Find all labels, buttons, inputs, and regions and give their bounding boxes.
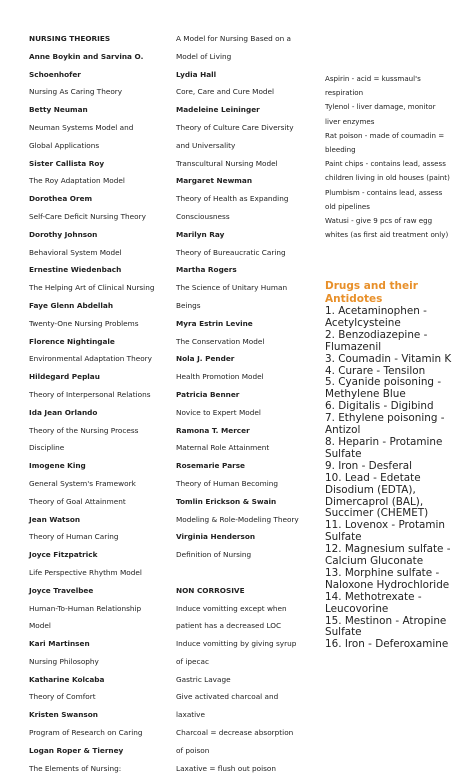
drug-line: 14. Methotrexate - [325,590,422,603]
drug-line: 5. Cyanide poisoning - [325,376,442,389]
column-line: Transcultural Nursing Model [176,158,278,168]
drug-line: Acetylcysteine [325,316,401,329]
note-line: Rat poison - made of coumadin = [325,130,445,140]
column-line: Nursing Philosophy [29,656,99,666]
column-line: laxative [176,710,205,720]
column-line: Dorothy Johnson [29,229,98,239]
note-line: whites (as first aid treatment only) [325,230,449,240]
column-line: Neuman Systems Model and [29,122,134,132]
column-line: The Elements of Nursing: [29,763,122,773]
column-line: Model of Living [176,51,232,61]
note-line: Aspirin - acid = kussmaul's [325,74,421,83]
drug-line: Succimer (CHEMET) [325,507,429,520]
column-line: Joyce Travelbee [29,585,94,595]
drug-line: 15. Mestinon - Atropine [325,614,447,627]
column-line: Anne Boykin and Sarvina O. [29,51,144,61]
column-line: Dorothea Orem [29,194,93,204]
column-line: Hildegard Peplau [29,372,100,382]
column-line: Self-Care Deficit Nursing Theory [29,211,146,221]
column-line: Katharine Kolcaba [29,674,105,684]
column-line: NON CORROSIVE [176,585,245,595]
note-line: old pipelines [325,201,370,211]
column-line: Novice to Expert Model [176,407,261,417]
column-line: Madeleine Leininger [176,105,260,115]
column-line: General System's Framework [29,478,136,488]
column-line: of ipecac [176,656,209,666]
drug-line: Dimercaprol (BAL), [325,495,424,508]
column-line: NURSING THEORIES [29,34,111,43]
column-line: The Roy Adaptation Model [29,176,125,186]
note-line: liver enzymes [325,116,375,126]
drug-line: 7. Ethylene poisoning - [325,412,445,425]
drug-line: 6. Digitalis - Digibind [325,400,434,413]
poison-notes-column [325,72,450,242]
drug-line: Leucovorine [325,602,389,615]
column-line: Modeling & Role-Modeling Theory [176,514,299,524]
column-line: Twenty-One Nursing Problems [29,318,139,328]
column-line: Martha Rogers [176,265,237,275]
column-line: Myra Estrin Levine [176,318,253,328]
column-line: Maternal Role Attainment [176,443,270,453]
column-line: Model [29,621,51,631]
drug-line: 3. Coumadin - Vitamin K [325,352,452,365]
column-line: A Model for Nursing Based on a [176,34,291,43]
drug-line: 16. Iron - Deferoxamine [325,638,449,651]
drug-line: Disodium (EDTA), [325,483,416,496]
nursing-theories-column [29,30,174,777]
column-line: Imogene King [29,461,86,471]
column-line: Definition of Nursing [176,550,252,560]
drug-line: Flumazenil [325,340,382,353]
column-line: Ramona T. Mercer [176,425,250,435]
column-line: Behavioral System Model [29,247,122,257]
column-line: Jean Watson [29,514,81,524]
section-heading: Drugs and their [325,280,418,292]
column-line: Faye Glenn Abdellah [29,300,114,310]
drug-line: 8. Heparin - Protamine [325,435,443,448]
column-line: Give activated charcoal and [176,692,279,702]
column-line: Discipline [29,443,65,453]
column-line: Schoenhofer [29,69,81,79]
drug-line: Sulfate [325,447,362,460]
column-line [176,564,326,582]
column-line: Gastric Lavage [176,674,231,684]
column-line: Patricia Benner [176,389,240,399]
drug-line: Antizol [325,424,361,437]
note-line: Plumbism - contains lead, assess [325,187,443,197]
note-line: Watusi - give 9 pcs of raw egg [325,215,433,225]
drug-line: Naloxone Hydrochloride [325,578,450,591]
note-line: Paint chips - contains lead, assess [325,159,446,169]
column-line: Theory of Health as Expanding [176,194,289,204]
drug-line: 4. Curare - Tensilon [325,364,426,377]
column-line: Core, Care and Cure Model [176,87,275,97]
drug-line: 9. Iron - Desferal [325,459,413,472]
column-line: Life Perspective Rhythm Model [29,567,142,577]
column-line: Global Applications [29,140,100,150]
drug-line: 12. Magnesium sulfate - [325,543,451,556]
column-line: Program of Research on Caring [29,728,143,738]
note-line: children living in old houses (paint) [325,173,450,183]
drug-line: 11. Lovenox - Protamin [325,519,445,532]
column-line: Theory of Comfort [29,692,96,702]
column-line: Ida Jean Orlando [29,407,98,417]
drug-line: 2. Benzodiazepine - [325,328,428,341]
column-line: Ernestine Wiedenbach [29,265,122,275]
theories-and-poison-column [176,30,326,777]
column-line: Kristen Swanson [29,710,98,720]
column-line: Beings [176,300,201,310]
column-line: Nursing As Caring Theory [29,87,123,97]
column-line: and Universality [176,140,236,150]
column-line: Charcoal = decrease absorption [176,728,294,738]
drug-line: 1. Acetaminophen - [325,305,427,317]
column-line: Margaret Newman [176,176,253,186]
drug-line: 10. Lead - Edetate [325,471,421,484]
column-line: The Science of Unitary Human [176,283,288,293]
column-line: Tomlin Erickson & Swain [176,496,277,506]
column-line: Nola J. Pender [176,354,235,364]
column-line: Laxative = flush out poison [176,763,277,773]
column-line: Theory of Culture Care Diversity [176,122,294,132]
drug-line: Calcium Gluconate [325,555,424,568]
drugs-antidotes-section [325,280,450,651]
note-line: Tylenol - liver damage, monitor [325,102,436,112]
note-line: respiration [325,88,364,98]
column-line: Logan Roper & Tierney [29,745,124,755]
column-line: Human-To-Human Relationship [29,603,142,613]
column-line: Lydia Hall [176,69,217,79]
column-line: Theory of Human Becoming [176,478,279,488]
column-line: Joyce Fitzpatrick [29,550,98,560]
column-line: Virginia Henderson [176,532,256,542]
section-heading: Antidotes [325,293,383,305]
column-line: Sister Callista Roy [29,158,105,168]
column-line: Theory of Human Caring [29,532,119,542]
column-line: Induce vomitting by giving syrup [176,639,297,649]
column-line: Theory of Goal Attainment [29,496,126,506]
column-line: Induce vomitting except when [176,603,287,613]
column-line: Kari Martinsen [29,639,90,649]
column-line: Theory of Bureaucratic Caring [176,247,286,257]
note-line: bleeding [325,144,356,154]
column-line: The Helping Art of Clinical Nursing [29,283,155,293]
column-line: Marilyn Ray [176,229,225,239]
column-line: Consciousness [176,211,230,221]
column-line: patient has a decreased LOC [176,621,282,631]
drug-line: Sulfate [325,626,362,639]
drug-line: Sulfate [325,531,362,544]
column-line: Theory of the Nursing Process [29,425,139,435]
column-line: Theory of Interpersonal Relations [29,389,151,399]
drug-line: 13. Morphine sulfate - [325,566,440,579]
column-line: Betty Neuman [29,105,88,115]
column-line: Environmental Adaptation Theory [29,354,152,364]
column-line: The Conservation Model [176,336,265,346]
drug-line: Methylene Blue [325,388,406,401]
column-line: Rosemarie Parse [176,461,246,471]
column-line: of poison [176,745,210,755]
column-line: Health Promotion Model [176,372,264,382]
column-line: Florence Nightingale [29,336,115,346]
